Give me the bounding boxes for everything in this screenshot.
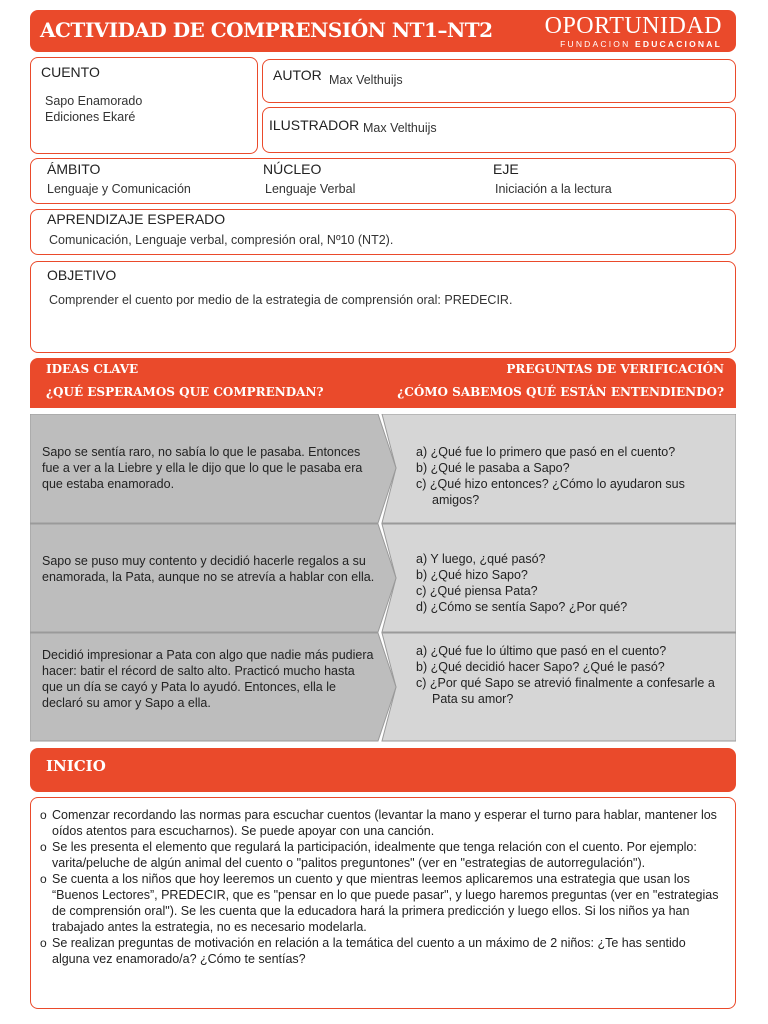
question: b) ¿Qué hizo Sapo? [416, 568, 528, 582]
ilustrador-value: Max Velthuijs [363, 121, 437, 135]
list-item [30, 935, 724, 967]
preguntas-subtitle: ¿CÓMO SABEMOS QUÉ ESTÁN ENTENDIENDO? [397, 385, 724, 399]
aprendizaje-label: APRENDIZAJE ESPERADO [47, 211, 226, 227]
ilustrador-box [262, 107, 736, 153]
autor-label: AUTOR [273, 67, 322, 83]
ideas-preguntas-band [30, 358, 736, 408]
autor-value: Max Velthuijs [329, 73, 403, 87]
row-1-idea: Sapo se sentía raro, no sabía lo que le pasaba. Entonces fue a ver a la Liebre y ella le dijo que lo que le pasaba era que estaba enamorado. [42, 445, 363, 491]
step-text: Se les presenta el elemento que regulará la participación, idealmente que tenga relación con el cuento. Por ejemplo: varita/peluche de algún animal del cuento o "palitos preguntones" (ver en "estrategias de autorregulación"). [52, 840, 697, 870]
eje-label: EJE [493, 161, 519, 177]
question: c) ¿Qué hizo entonces? ¿Cómo lo ayudaron sus amigos? [416, 477, 685, 507]
question: c) ¿Qué piensa Pata? [416, 584, 538, 598]
ilustrador-label: ILUSTRADOR [269, 117, 360, 133]
question: d) ¿Cómo se sentía Sapo? ¿Por qué? [416, 600, 628, 614]
aprendizaje-box [30, 209, 736, 255]
cuento-label: CUENTO [41, 64, 100, 80]
question: b) ¿Qué le pasaba a Sapo? [416, 461, 570, 475]
ideas-clave-subtitle: ¿QUÉ ESPERAMOS QUE COMPRENDAN? [46, 385, 324, 399]
question: a) ¿Qué fue lo primero que pasó en el cuento? [416, 445, 676, 459]
row-2-questions [416, 551, 726, 615]
preguntas-title: PREGUNTAS DE VERIFICACIÓN [506, 362, 724, 376]
brand-logo [545, 13, 722, 49]
bullet-icon: o [40, 936, 47, 950]
step-text: Se realizan preguntas de motivación en relación a la temática del cuento a un máximo de 2 niños: ¿Te has sentido alguna vez enamorado/a? ¿Cómo te sentías? [52, 936, 686, 966]
bullet-icon: o [40, 872, 47, 886]
list-item [30, 871, 724, 935]
row-2-idea: Sapo se puso muy contento y decidió hacerle regalos a su enamorada, la Pata, aunque no se atrevía a hablar con ella. [42, 554, 375, 584]
ambito-nucleo-eje-box [30, 158, 736, 204]
ideas-preguntas-grid [30, 414, 736, 742]
objetivo-box [30, 261, 736, 353]
row-3-questions [416, 643, 726, 707]
nucleo-value: Lenguaje Verbal [265, 182, 356, 196]
question: c) ¿Por qué Sapo se atrevió finalmente a confesarle a Pata su amor? [416, 676, 715, 706]
page-title: ACTIVIDAD DE COMPRENSIÓN NT1–NT2 [40, 18, 493, 42]
brand-name: OPORTUNIDAD [544, 13, 722, 39]
step-text: Se cuenta a los niños que hoy leeremos un cuento y que mientras leemos aplicaremos una estrategia que usan los “Buenos Lectores”, PREDECIR, que es "pensar en lo que puede pasar", y luego haremos preguntas (ver en "estrategias de comprensión oral"). Se les cuenta que la educadora hará la primera predicción y luego ellos. Si los niños ya han trabajado antes la estrategia, no es necesario modelarla. [52, 872, 719, 934]
aprendizaje-value: Comunicación, Lenguaje verbal, compresión oral, Nº10 (NT2). [49, 233, 394, 247]
objetivo-value: Comprender el cuento por medio de la estrategia de comprensión oral: PREDECIR. [49, 293, 513, 307]
row-1-questions [416, 444, 726, 508]
ideas-clave-title: IDEAS CLAVE [46, 362, 139, 376]
row-3-idea: Decidió impresionar a Pata con algo que nadie más pudiera hacer: batir el récord de salto alto. Practicó mucho hasta que un día se cayó y Pata lo ayudó. Entonces, ella le declaró su amor y Sapo a ella. [42, 648, 374, 710]
list-item [30, 839, 724, 871]
bullet-icon: o [40, 840, 47, 854]
cuento-publisher: Ediciones Ekaré [45, 110, 136, 124]
cuento-title: Sapo Enamorado [45, 94, 143, 108]
inicio-header [30, 748, 736, 792]
autor-box [262, 59, 736, 103]
cuento-box [30, 57, 258, 154]
question: a) ¿Qué fue lo último que pasó en el cuento? [416, 644, 667, 658]
header-bar [30, 10, 736, 52]
question: b) ¿Qué decidió hacer Sapo? ¿Qué le pasó? [416, 660, 665, 674]
brand-subtitle [545, 39, 722, 49]
list-item [30, 807, 724, 839]
inicio-steps [30, 797, 736, 1009]
objetivo-label: OBJETIVO [47, 267, 117, 283]
question: a) Y luego, ¿qué pasó? [416, 552, 546, 566]
ambito-value: Lenguaje y Comunicación [47, 182, 191, 196]
eje-value: Iniciación a la lectura [495, 182, 612, 196]
step-text: Comenzar recordando las normas para escuchar cuentos (levantar la mano y esperar el turno para hablar, mantener los oídos atentos para escucharnos). Se puede apoyar con una canción. [52, 808, 717, 838]
bullet-icon: o [40, 808, 47, 822]
brand-sub-light: FUNDACION [560, 39, 631, 49]
inicio-title: INICIO [46, 757, 106, 775]
ambito-label: ÁMBITO [47, 161, 101, 177]
brand-sub-bold: EDUCACIONAL [634, 39, 722, 49]
nucleo-label: NÚCLEO [263, 161, 322, 177]
